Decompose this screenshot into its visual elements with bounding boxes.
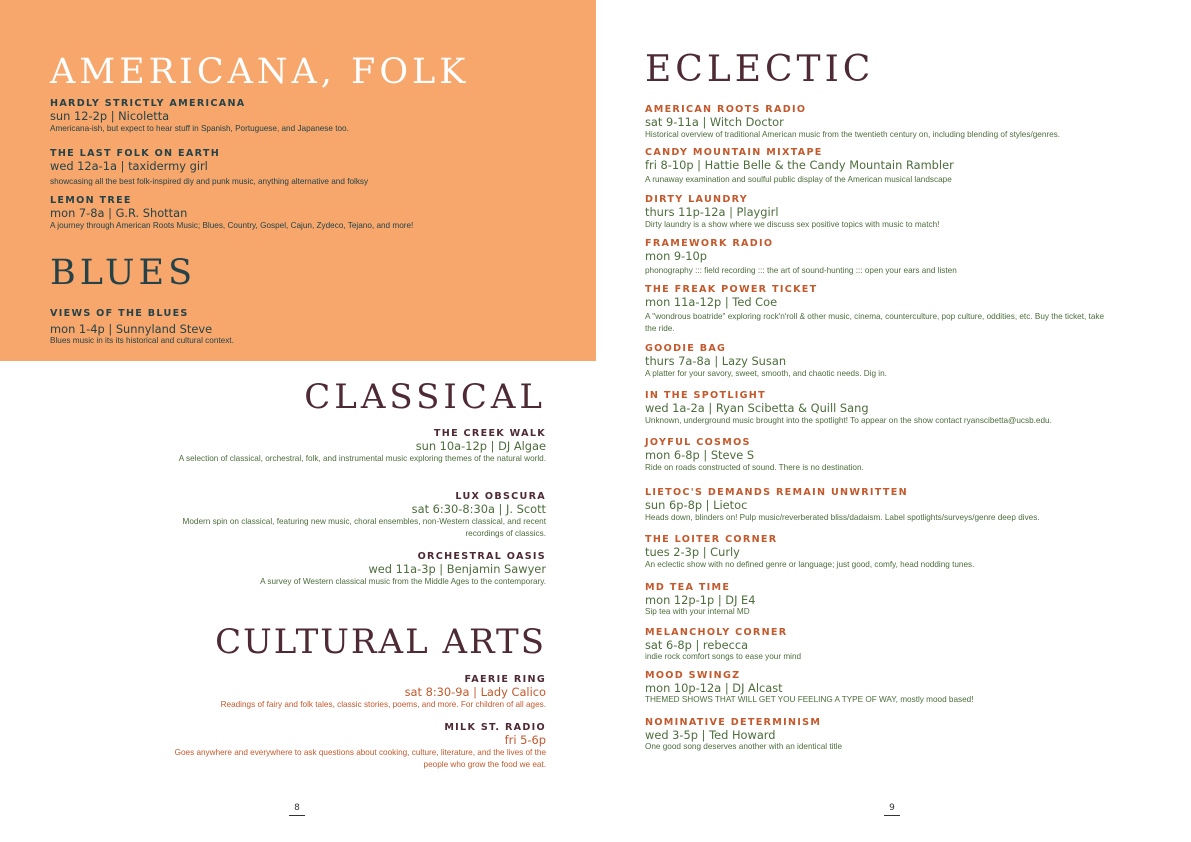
show-lietocs-demands (645, 487, 1105, 524)
show-md-tea-time (645, 582, 1105, 617)
show-description: A platter for your savory, sweet, smooth, and chaotic needs. Dig in. (645, 369, 887, 378)
show-name: LIETOC'S DEMANDS REMAIN UNWRITTEN (645, 487, 908, 498)
show-lemon-tree (50, 195, 570, 232)
show-time: sat 8:30-9a | Lady Calico (404, 685, 546, 699)
show-time: mon 7-8a | G.R. Shottan (50, 206, 188, 220)
show-last-folk-on-earth (50, 148, 570, 188)
show-lux-obscura (176, 491, 546, 540)
show-time: tues 2-3p | Curly (645, 545, 740, 559)
show-name: DIRTY LAUNDRY (645, 194, 749, 205)
show-name: THE LAST FOLK ON EARTH (50, 148, 221, 159)
show-time: mon 9-10p (645, 249, 707, 263)
show-time: mon 6-8p | Steve S (645, 448, 755, 462)
show-name: CANDY MOUNTAIN MIXTAPE (645, 147, 823, 158)
show-time: sun 6p-8p | Lietoc (645, 498, 748, 512)
show-in-the-spotlight (645, 390, 1105, 427)
show-time: sat 9-11a | Witch Doctor (645, 115, 784, 129)
show-description: THEMED SHOWS THAT WILL GET YOU FEELING A TYPE OF WAY, mostly mood based! (645, 695, 974, 704)
show-name: FRAMEWORK RADIO (645, 238, 774, 249)
show-time: mon 10p-12a | DJ Alcast (645, 681, 783, 695)
show-description: One good song deserves another with an identical title (645, 742, 843, 751)
show-time: wed 1a-2a | Ryan Scibetta & Quill Sang (645, 401, 869, 415)
show-description: A "wondrous boatride" exploring rock'n'roll & other music, cinema, counterculture, pop culture, oddities, etc. Buy the ticket, take the ride. (645, 312, 1105, 333)
show-description: Unknown, underground music brought into the spotlight! To appear on the show contact ryanscibetta@ucsb.edu. (645, 416, 1052, 425)
show-name: LEMON TREE (50, 195, 132, 206)
show-candy-mountain-mixtape (645, 147, 1105, 186)
show-milk-st-radio (166, 722, 546, 771)
show-time: mon 11a-12p | Ted Coe (645, 295, 778, 309)
show-framework-radio (645, 238, 1105, 277)
show-description: Dirty laundry is a show where we discuss sex positive topics with music to match! (645, 220, 940, 229)
show-time: fri 8-10p | Hattie Belle & the Candy Mountain Rambler (645, 158, 954, 172)
page-number-left: 8 (289, 803, 305, 816)
show-description: Ride on roads constructed of sound. There is no destination. (645, 463, 864, 472)
show-name: VIEWS OF THE BLUES (50, 308, 189, 319)
show-mood-swingz (645, 670, 1105, 705)
show-name: LUX OBSCURA (455, 491, 546, 502)
show-time: wed 3-5p | Ted Howard (645, 728, 776, 742)
show-name: THE CREEK WALK (433, 428, 546, 439)
show-time: thurs 7a-8a | Lazy Susan (645, 354, 787, 368)
show-freak-power-ticket (645, 284, 1105, 335)
show-faerie-ring (166, 674, 546, 711)
show-time: thurs 11p-12a | Playgirl (645, 205, 779, 219)
show-melancholy-corner (645, 627, 1105, 661)
show-name: JOYFUL COSMOS (645, 437, 751, 448)
page-number-right: 9 (884, 803, 900, 816)
show-description: Goes anywhere and everywhere to ask questions about cooking, culture, literature, and the lives of the people who grow the food we eat. (174, 748, 546, 769)
show-loiter-corner (645, 534, 1105, 571)
section-title-blues: BLUES (50, 253, 197, 293)
show-description: A journey through American Roots Music; Blues, Country, Gospel, Cajun, Zydeco, Tejano, and more! (50, 221, 414, 230)
show-time: sat 6:30-8:30a | J. Scott (411, 502, 546, 516)
show-views-of-the-blues (50, 308, 570, 345)
show-name: MELANCHOLY CORNER (645, 627, 788, 638)
show-description: Americana-ish, but expect to hear stuff in Spanish, Portuguese, and Japanese too. (50, 124, 349, 133)
show-time: wed 12a-1a | taxidermy girl (50, 159, 208, 173)
show-name: MOOD SWINGZ (645, 670, 741, 681)
show-name: AMERICAN ROOTS RADIO (645, 104, 807, 115)
show-description: An eclectic show with no defined genre or language; just good, comfy, head nodding tunes. (645, 560, 975, 569)
show-name: IN THE SPOTLIGHT (645, 390, 766, 401)
show-description: phonography ::: field recording ::: the art of sound-hunting ::: open your ears and listen (645, 266, 957, 275)
show-description: Modern spin on classical, featuring new music, choral ensembles, non-Western classical, and recent recordings of classics. (182, 517, 546, 538)
show-description: Historical overview of traditional American music from the twentieth century on, including blending of styles/genres. (645, 130, 1061, 139)
show-description: showcasing all the best folk-inspired diy and punk music, anything alternative and folksy (50, 177, 369, 186)
show-description: A survey of Western classical music from the Middle Ages to the contemporary. (260, 577, 546, 586)
show-name: THE FREAK POWER TICKET (645, 284, 818, 295)
show-name: MD TEA TIME (645, 582, 731, 593)
section-title-americana-folk: AMERICANA, FOLK (50, 52, 470, 92)
show-name: ORCHESTRAL OASIS (417, 551, 546, 562)
show-dirty-laundry (645, 194, 1105, 231)
show-description: A selection of classical, orchestral, folk, and instrumental music exploring themes of the natural world. (178, 454, 546, 463)
show-time: sun 10a-12p | DJ Algae (415, 439, 546, 453)
show-time: wed 11a-3p | Benjamin Sawyer (368, 562, 546, 576)
show-name: FAERIE RING (464, 674, 546, 685)
show-time: sun 12-2p | Nicoletta (50, 109, 170, 123)
show-time: mon 1-4p | Sunnyland Steve (50, 322, 213, 336)
show-american-roots-radio (645, 104, 1105, 141)
show-description: Sip tea with your internal MD (645, 607, 750, 616)
show-orchestral-oasis (176, 551, 546, 588)
show-creek-walk (176, 428, 546, 465)
show-joyful-cosmos (645, 437, 1105, 474)
section-title-eclectic: ECLECTIC (645, 49, 875, 90)
show-description: indie rock comfort songs to ease your mind (645, 652, 802, 661)
show-name: NOMINATIVE DETERMINISM (645, 717, 822, 728)
show-name: THE LOITER CORNER (645, 534, 778, 545)
show-hardly-strictly-americana (50, 98, 570, 135)
show-nominative-determinism (645, 717, 1105, 751)
show-name: GOODIE BAG (645, 343, 727, 354)
show-description: Heads down, blinders on! Pulp music/reverberated bliss/dadaism. Label spotlights/surveys/genre deep dives. (645, 513, 1040, 522)
show-description: Readings of fairy and folk tales, classic stories, poems, and more. For children of all ages. (220, 700, 546, 709)
section-title-classical: CLASSICAL (304, 377, 546, 417)
show-description: A runaway examination and soulful public display of the American musical landscape (645, 175, 952, 184)
show-name: MILK ST. RADIO (444, 722, 546, 733)
show-time: fri 5-6p (504, 733, 546, 747)
show-name: HARDLY STRICTLY AMERICANA (50, 98, 246, 109)
show-time: sat 6-8p | rebecca (645, 638, 749, 652)
show-time: mon 12p-1p | DJ E4 (645, 593, 756, 607)
show-description: Blues music in its its historical and cultural context. (50, 336, 234, 345)
show-goodie-bag (645, 343, 1105, 380)
section-title-cultural-arts: CULTURAL ARTS (215, 622, 546, 662)
